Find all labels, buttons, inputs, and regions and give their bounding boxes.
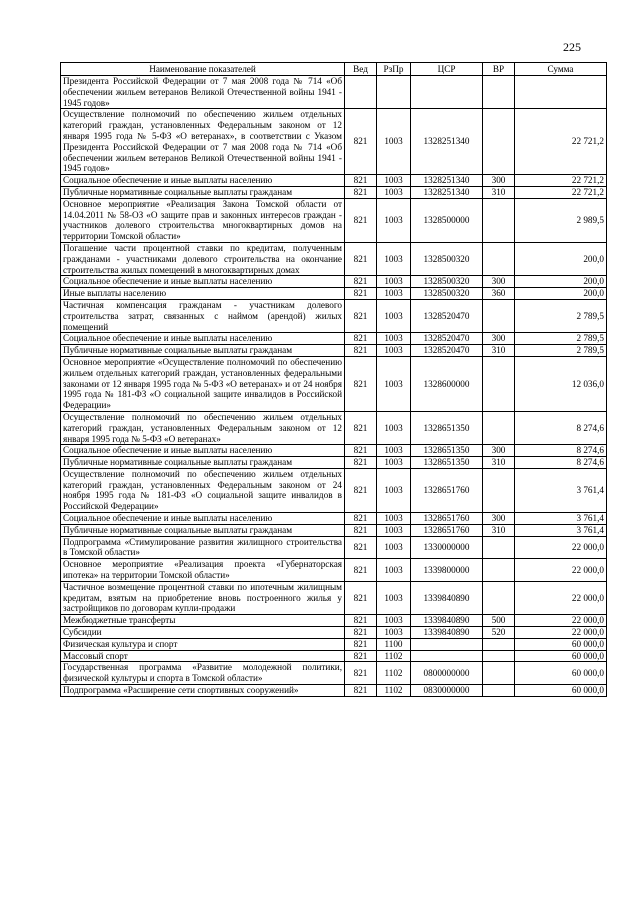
table-row — [61, 198, 607, 242]
cell-sum: 60 000,0 — [515, 685, 607, 697]
cell-csr: 1328500320 — [411, 276, 483, 288]
table-row — [61, 513, 607, 525]
cell-csr: 1328251340 — [411, 186, 483, 198]
cell-sum: 8 274,6 — [515, 411, 607, 444]
cell-csr: 1328520470 — [411, 333, 483, 345]
cell-name: Публичные нормативные социальные выплаты гражданам — [61, 345, 345, 357]
cell-vr: 310 — [483, 345, 515, 357]
table-row — [61, 186, 607, 198]
cell-rzpr: 1003 — [377, 513, 411, 525]
cell-name: Социальное обеспечение и иные выплаты населению — [61, 175, 345, 187]
table-row — [61, 299, 607, 332]
cell-csr: 1328651350 — [411, 457, 483, 469]
cell-vr — [483, 536, 515, 559]
cell-name: Массовый спорт — [61, 650, 345, 662]
cell-rzpr: 1003 — [377, 299, 411, 332]
cell-rzpr: 1003 — [377, 288, 411, 300]
cell-csr: 1328500000 — [411, 198, 483, 242]
cell-rzpr: 1100 — [377, 638, 411, 650]
cell-vr — [483, 76, 515, 109]
cell-sum: 60 000,0 — [515, 662, 607, 685]
cell-sum: 22 000,0 — [515, 627, 607, 639]
cell-sum: 3 761,4 — [515, 468, 607, 512]
cell-rzpr: 1003 — [377, 109, 411, 175]
cell-rzpr: 1003 — [377, 468, 411, 512]
table-row — [61, 109, 607, 175]
table-row — [61, 615, 607, 627]
cell-csr — [411, 638, 483, 650]
cell-csr: 1328651760 — [411, 468, 483, 512]
cell-name: Частичная компенсация гражданам - участникам долевого строительства затрат, связанных с наймом (арендой) жилых помещений — [61, 299, 345, 332]
cell-sum — [515, 76, 607, 109]
cell-vr — [483, 411, 515, 444]
cell-rzpr: 1003 — [377, 559, 411, 582]
cell-sum: 200,0 — [515, 276, 607, 288]
cell-sum: 12 036,0 — [515, 356, 607, 411]
cell-rzpr: 1102 — [377, 662, 411, 685]
cell-name: Социальное обеспечение и иные выплаты населению — [61, 513, 345, 525]
col-header-ved: Вед — [345, 63, 377, 76]
cell-csr: 1328251340 — [411, 175, 483, 187]
cell-name: Подпрограмма «Стимулирование развития жилищного строительства в Томской области» — [61, 536, 345, 559]
col-header-csr: ЦСР — [411, 63, 483, 76]
cell-name: Публичные нормативные социальные выплаты гражданам — [61, 524, 345, 536]
cell-ved: 821 — [345, 650, 377, 662]
cell-sum: 3 761,4 — [515, 513, 607, 525]
cell-ved: 821 — [345, 615, 377, 627]
cell-name: Социальное обеспечение и иные выплаты населению — [61, 445, 345, 457]
cell-sum: 2 989,5 — [515, 198, 607, 242]
table-row — [61, 650, 607, 662]
cell-vr: 300 — [483, 175, 515, 187]
cell-vr — [483, 662, 515, 685]
table-row — [61, 559, 607, 582]
table-row — [61, 468, 607, 512]
cell-ved: 821 — [345, 581, 377, 614]
cell-vr: 300 — [483, 513, 515, 525]
cell-name: Публичные нормативные социальные выплаты гражданам — [61, 186, 345, 198]
cell-vr: 520 — [483, 627, 515, 639]
table-header-row — [61, 63, 607, 76]
cell-ved: 821 — [345, 198, 377, 242]
cell-vr: 300 — [483, 445, 515, 457]
cell-name: Иные выплаты населению — [61, 288, 345, 300]
col-header-rzpr: РзПр — [377, 63, 411, 76]
cell-rzpr: 1003 — [377, 276, 411, 288]
table-row — [61, 345, 607, 357]
cell-name: Осуществление полномочий по обеспечению жильем отдельных категорий граждан, установленных Федеральным законом от 12 января 1995 года № 5-ФЗ «О ветеранах», в соответствии с Указом Президента Российской Федерации от 7 мая 2008 года № 714 «Об обеспечении жильем ветеранов Великой Отечественной войны 1941 - 1945 годов» — [61, 109, 345, 175]
cell-rzpr: 1003 — [377, 524, 411, 536]
cell-sum: 22 721,2 — [515, 109, 607, 175]
table-row — [61, 638, 607, 650]
cell-ved — [345, 76, 377, 109]
cell-vr — [483, 685, 515, 697]
cell-sum: 22 000,0 — [515, 581, 607, 614]
table-row — [61, 581, 607, 614]
cell-sum: 8 274,6 — [515, 445, 607, 457]
cell-ved: 821 — [345, 186, 377, 198]
cell-rzpr: 1003 — [377, 186, 411, 198]
cell-ved: 821 — [345, 288, 377, 300]
cell-ved: 821 — [345, 175, 377, 187]
table-row — [61, 242, 607, 275]
cell-sum: 2 789,5 — [515, 333, 607, 345]
cell-rzpr: 1102 — [377, 650, 411, 662]
cell-rzpr: 1003 — [377, 242, 411, 275]
cell-csr: 1328520470 — [411, 345, 483, 357]
cell-csr: 1328600000 — [411, 356, 483, 411]
cell-rzpr: 1003 — [377, 356, 411, 411]
table-row — [61, 175, 607, 187]
table-row — [61, 536, 607, 559]
table-row — [61, 333, 607, 345]
cell-rzpr: 1003 — [377, 615, 411, 627]
cell-ved: 821 — [345, 276, 377, 288]
cell-sum: 2 789,5 — [515, 299, 607, 332]
cell-ved: 821 — [345, 299, 377, 332]
page-number: 225 — [563, 40, 581, 54]
cell-ved: 821 — [345, 524, 377, 536]
cell-vr: 300 — [483, 333, 515, 345]
table-row — [61, 685, 607, 697]
cell-csr: 1339840890 — [411, 615, 483, 627]
table-row — [61, 662, 607, 685]
cell-ved: 821 — [345, 559, 377, 582]
cell-rzpr: 1003 — [377, 411, 411, 444]
cell-vr — [483, 198, 515, 242]
cell-rzpr: 1003 — [377, 445, 411, 457]
cell-ved: 821 — [345, 513, 377, 525]
cell-name: Субсидии — [61, 627, 345, 639]
cell-name: Основное мероприятие «Осуществление полномочий по обеспечению жильем отдельных категорий граждан, установленных федеральными законами от 12 января 1995 года № 5-ФЗ «О ветеранах» и от 24 ноября 1995 года № 181-ФЗ «О социальной защите инвалидов в Российской Федерации» — [61, 356, 345, 411]
cell-sum: 8 274,6 — [515, 457, 607, 469]
cell-name: Погашение части процентной ставки по кредитам, полученным гражданами - участниками долевого строительства на окончание строительства жилых помещений в многоквартирных домах — [61, 242, 345, 275]
cell-csr: 1328251340 — [411, 109, 483, 175]
table-row — [61, 411, 607, 444]
cell-vr — [483, 299, 515, 332]
cell-vr — [483, 356, 515, 411]
cell-csr: 1328651350 — [411, 445, 483, 457]
cell-csr — [411, 650, 483, 662]
cell-vr — [483, 650, 515, 662]
cell-sum: 2 789,5 — [515, 345, 607, 357]
cell-vr: 500 — [483, 615, 515, 627]
cell-sum: 200,0 — [515, 242, 607, 275]
cell-ved: 821 — [345, 536, 377, 559]
cell-vr — [483, 581, 515, 614]
cell-name: Социальное обеспечение и иные выплаты населению — [61, 333, 345, 345]
cell-ved: 821 — [345, 333, 377, 345]
cell-vr — [483, 242, 515, 275]
cell-name: Основное мероприятие «Реализация Закона Томской области от 14.04.2011 № 58-ОЗ «О защите прав и законных интересов граждан - участников долевого строительства многоквартирных домов на территории Томской области» — [61, 198, 345, 242]
cell-rzpr: 1003 — [377, 175, 411, 187]
cell-rzpr: 1003 — [377, 198, 411, 242]
cell-ved: 821 — [345, 662, 377, 685]
cell-vr: 360 — [483, 288, 515, 300]
cell-vr: 310 — [483, 457, 515, 469]
cell-csr — [411, 76, 483, 109]
table-row — [61, 445, 607, 457]
cell-ved: 821 — [345, 109, 377, 175]
cell-name: Публичные нормативные социальные выплаты гражданам — [61, 457, 345, 469]
cell-sum: 22 000,0 — [515, 615, 607, 627]
cell-name: Социальное обеспечение и иные выплаты населению — [61, 276, 345, 288]
cell-ved: 821 — [345, 685, 377, 697]
col-header-vr: ВР — [483, 63, 515, 76]
table-row — [61, 288, 607, 300]
cell-vr — [483, 638, 515, 650]
cell-name: Осуществление полномочий по обеспечению жильем отдельных категорий граждан, установленных Федеральным законом от 24 ноября 1995 года № 181-ФЗ «О социальной защите инвалидов в Российской Федерации» — [61, 468, 345, 512]
cell-csr: 1339840890 — [411, 627, 483, 639]
cell-csr: 1328500320 — [411, 242, 483, 275]
cell-csr: 1339800000 — [411, 559, 483, 582]
cell-sum: 22 000,0 — [515, 559, 607, 582]
cell-rzpr: 1003 — [377, 333, 411, 345]
cell-name: Президента Российской Федерации от 7 мая 2008 года № 714 «Об обеспечении жильем ветеранов Великой Отечественной войны 1941 - 1945 годов» — [61, 76, 345, 109]
cell-rzpr — [377, 76, 411, 109]
cell-csr: 1328520470 — [411, 299, 483, 332]
cell-csr: 1330000000 — [411, 536, 483, 559]
cell-vr — [483, 109, 515, 175]
cell-rzpr: 1003 — [377, 345, 411, 357]
cell-csr: 1328651350 — [411, 411, 483, 444]
cell-vr — [483, 468, 515, 512]
cell-name: Государственная программа «Развитие молодежной политики, физической культуры и спорта в Томской области» — [61, 662, 345, 685]
cell-sum: 3 761,4 — [515, 524, 607, 536]
cell-sum: 22 000,0 — [515, 536, 607, 559]
cell-ved: 821 — [345, 356, 377, 411]
cell-sum: 60 000,0 — [515, 650, 607, 662]
cell-rzpr: 1102 — [377, 685, 411, 697]
cell-sum: 22 721,2 — [515, 186, 607, 198]
col-header-sum: Сумма — [515, 63, 607, 76]
cell-vr — [483, 559, 515, 582]
cell-name: Основное мероприятие «Реализация проекта «Губернаторская ипотека» на территории Томской области» — [61, 559, 345, 582]
cell-ved: 821 — [345, 411, 377, 444]
table-row — [61, 457, 607, 469]
cell-name: Физическая культура и спорт — [61, 638, 345, 650]
table-row — [61, 627, 607, 639]
cell-rzpr: 1003 — [377, 536, 411, 559]
table-row — [61, 524, 607, 536]
table-row — [61, 356, 607, 411]
cell-name: Осуществление полномочий по обеспечению жильем отдельных категорий граждан, установленных Федеральным законом от 12 января 1995 года № 5-ФЗ «О ветеранах» — [61, 411, 345, 444]
cell-ved: 821 — [345, 445, 377, 457]
col-header-name: Наименование показателей — [61, 63, 345, 76]
budget-table — [60, 62, 607, 697]
cell-csr: 1339840890 — [411, 581, 483, 614]
cell-ved: 821 — [345, 627, 377, 639]
cell-csr: 1328651760 — [411, 513, 483, 525]
cell-name: Частичное возмещение процентной ставки по ипотечным жилищным кредитам, взятым на приобретение вновь построенного жилья у застройщиков по договорам купли-продажи — [61, 581, 345, 614]
cell-ved: 821 — [345, 638, 377, 650]
cell-sum: 60 000,0 — [515, 638, 607, 650]
cell-name: Межбюджетные трансферты — [61, 615, 345, 627]
table-row — [61, 76, 607, 109]
cell-sum: 200,0 — [515, 288, 607, 300]
cell-ved: 821 — [345, 242, 377, 275]
cell-name: Подпрограмма «Расширение сети спортивных сооружений» — [61, 685, 345, 697]
cell-sum: 22 721,2 — [515, 175, 607, 187]
cell-csr: 0830000000 — [411, 685, 483, 697]
cell-ved: 821 — [345, 457, 377, 469]
cell-csr: 0800000000 — [411, 662, 483, 685]
cell-ved: 821 — [345, 345, 377, 357]
cell-rzpr: 1003 — [377, 627, 411, 639]
cell-vr: 310 — [483, 524, 515, 536]
cell-vr: 300 — [483, 276, 515, 288]
table-row — [61, 276, 607, 288]
cell-vr: 310 — [483, 186, 515, 198]
cell-rzpr: 1003 — [377, 457, 411, 469]
cell-ved: 821 — [345, 468, 377, 512]
cell-rzpr: 1003 — [377, 581, 411, 614]
cell-csr: 1328651760 — [411, 524, 483, 536]
cell-csr: 1328500320 — [411, 288, 483, 300]
